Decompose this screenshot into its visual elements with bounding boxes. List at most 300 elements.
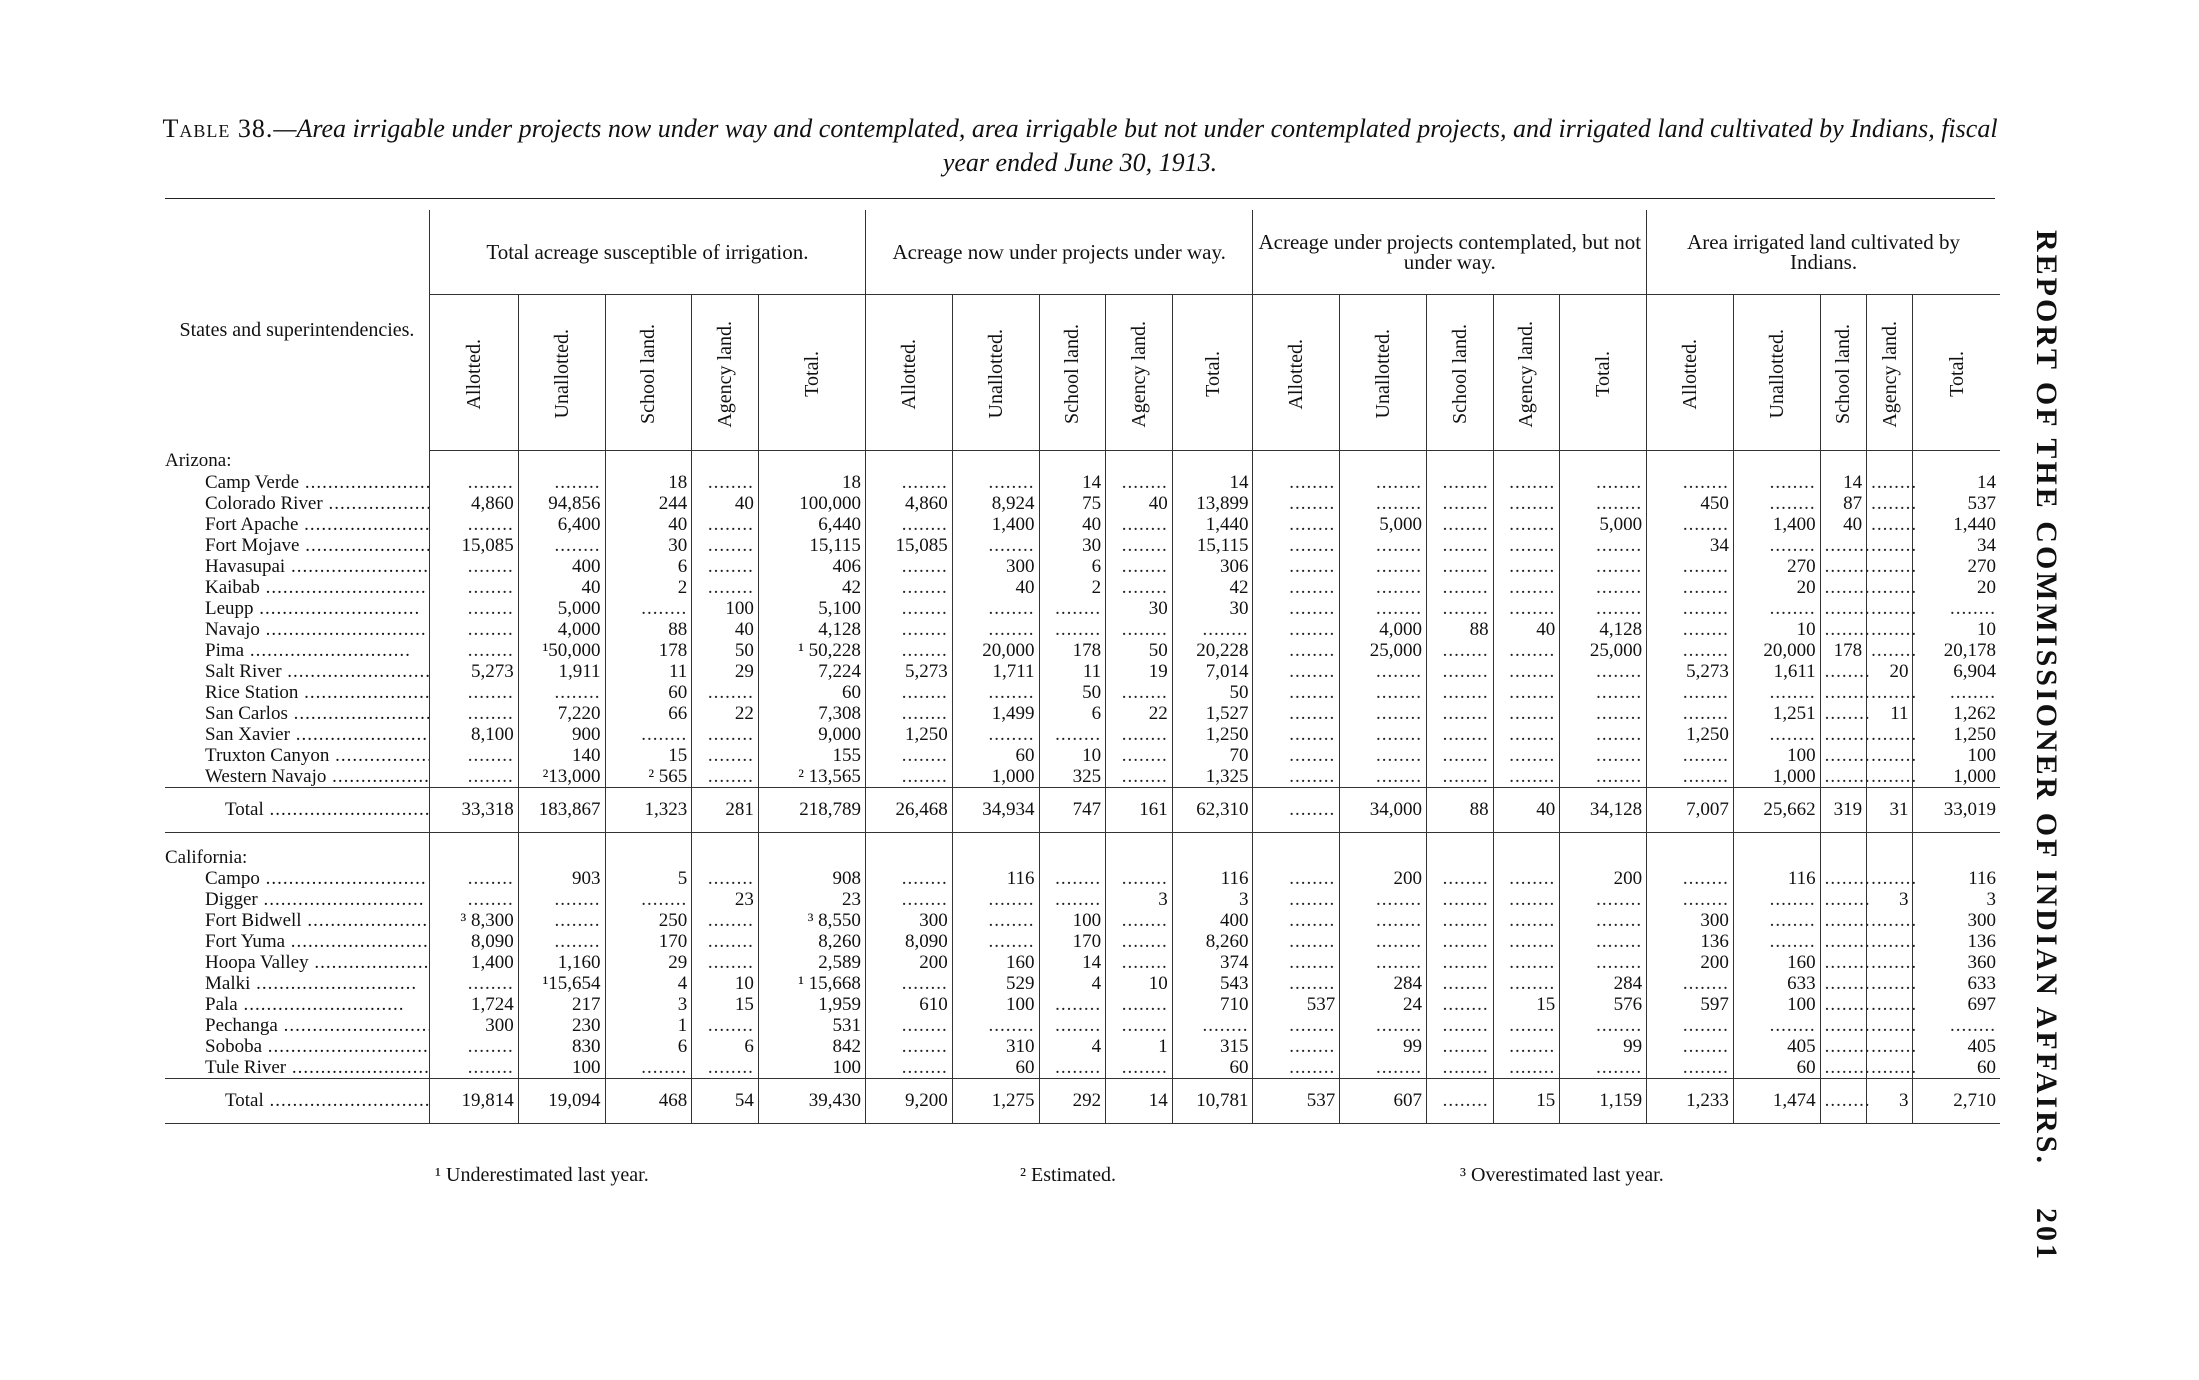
superintendency-name	[165, 766, 429, 788]
table-cell: 1,325	[1172, 766, 1253, 788]
table-cell: 19,814	[429, 1079, 518, 1124]
table-cell	[1820, 910, 1866, 931]
table-cell	[1106, 745, 1173, 766]
table-cell	[429, 577, 518, 598]
superintendency-name	[165, 640, 429, 661]
table-cell: 1,250	[1647, 724, 1734, 745]
table-cell: 34	[1913, 535, 2000, 556]
superintendency-label: Fort Mojave	[205, 535, 300, 556]
subcolumn-header	[865, 295, 952, 451]
table-cell: 66	[605, 703, 692, 724]
table-cell	[1427, 994, 1494, 1015]
table-cell	[1913, 682, 2000, 703]
table-cell	[1427, 640, 1494, 661]
table-cell: 60	[952, 1057, 1039, 1079]
table-cell: 20,000	[1733, 640, 1820, 661]
table-cell	[1647, 1036, 1734, 1057]
table-cell	[1560, 910, 1647, 931]
table-cell: 8,924	[952, 493, 1039, 514]
table-cell: 405	[1733, 1036, 1820, 1057]
superintendency-label: Western Navajo	[205, 766, 327, 787]
table-cell: 9,000	[758, 724, 865, 745]
table-cell	[1560, 766, 1647, 788]
subcolumn-header	[952, 295, 1039, 451]
table-cell	[1253, 556, 1340, 577]
table-cell: 10	[1913, 619, 2000, 640]
table-cell: 6	[692, 1036, 759, 1057]
table-cell: 40	[1493, 619, 1560, 640]
table-cell: 178	[1820, 640, 1866, 661]
table-cell: 3	[1867, 889, 1913, 910]
table-cell: 15	[1493, 994, 1560, 1015]
table-cell: 50	[1172, 682, 1253, 703]
table-cell: 18	[758, 472, 865, 493]
table-cell: 42	[1172, 577, 1253, 598]
table-cell: 140	[518, 745, 605, 766]
table-cell: 1	[1106, 1036, 1173, 1057]
table-cell	[1867, 619, 1913, 640]
table-cell	[952, 1015, 1039, 1036]
table-cell	[1493, 1057, 1560, 1079]
table-cell: 40	[692, 493, 759, 514]
table-cell	[865, 1015, 952, 1036]
table-cell	[1820, 577, 1866, 598]
table-cell: ³ 8,300	[429, 910, 518, 931]
table-row	[165, 1057, 2000, 1079]
table-cell	[1427, 910, 1494, 931]
table-cell	[1340, 598, 1427, 619]
table-cell	[1560, 745, 1647, 766]
table-cell	[1340, 766, 1427, 788]
superintendency-label: Fort Bidwell	[205, 910, 302, 931]
table-cell	[1913, 598, 2000, 619]
table-cell: 747	[1039, 788, 1106, 833]
table-cell: 100	[518, 1057, 605, 1079]
table-cell	[1493, 910, 1560, 931]
table-cell	[1253, 598, 1340, 619]
table-cell	[1427, 952, 1494, 973]
subcolumn-header-label: Total.	[1592, 351, 1615, 397]
table-cell: 1,251	[1733, 703, 1820, 724]
table-cell	[1340, 682, 1427, 703]
table-cell: 50	[692, 640, 759, 661]
table-cell: 300	[865, 910, 952, 931]
subcolumn-header	[1039, 295, 1106, 451]
table-cell: 292	[1039, 1079, 1106, 1124]
table-cell: 155	[758, 745, 865, 766]
table-cell	[1493, 952, 1560, 973]
table-cell	[952, 535, 1039, 556]
table-cell: 1,527	[1172, 703, 1253, 724]
table-cell	[429, 682, 518, 703]
table-cell	[1867, 472, 1913, 493]
table-cell	[1867, 724, 1913, 745]
table-cell	[1106, 766, 1173, 788]
table-cell	[1560, 493, 1647, 514]
table-cell	[1106, 1057, 1173, 1079]
table-row	[165, 556, 2000, 577]
table-cell: 2	[1039, 577, 1106, 598]
table-cell	[1106, 952, 1173, 973]
table-cell: 116	[952, 868, 1039, 889]
superintendency-name	[165, 868, 429, 889]
table-cell: 5,000	[518, 598, 605, 619]
table-cell	[1106, 472, 1173, 493]
table-cell	[1253, 724, 1340, 745]
table-row	[165, 514, 2000, 535]
table-cell	[1733, 724, 1820, 745]
table-cell: 5	[605, 868, 692, 889]
table-cell	[1493, 598, 1560, 619]
table-cell	[1253, 973, 1340, 994]
table-cell: 14	[1039, 472, 1106, 493]
table-cell: 99	[1340, 1036, 1427, 1057]
table-cell	[1560, 598, 1647, 619]
subcolumn-header-label: Allotted.	[1678, 338, 1701, 410]
running-head-text: REPORT OF THE COMMISSIONER OF INDIAN AFFAIRS.	[2030, 230, 2063, 1166]
table-cell	[952, 619, 1039, 640]
table-cell	[1253, 472, 1340, 493]
table-cell	[1560, 556, 1647, 577]
table-cell	[1647, 640, 1734, 661]
table-cell: 14	[1039, 952, 1106, 973]
table-cell	[692, 1057, 759, 1079]
table-cell	[1493, 472, 1560, 493]
table-cell	[1340, 952, 1427, 973]
table-cell	[1820, 682, 1866, 703]
table-cell	[865, 682, 952, 703]
table-cell	[1340, 745, 1427, 766]
table-cell: 218,789	[758, 788, 865, 833]
table-cell: 29	[605, 952, 692, 973]
table-cell: 1,000	[1913, 766, 2000, 788]
table-cell	[865, 1057, 952, 1079]
table-cell: 468	[605, 1079, 692, 1124]
stub-header: States and superintendencies.	[179, 319, 415, 342]
table-cell	[1820, 868, 1866, 889]
table-cell: 40	[1820, 514, 1866, 535]
table-cell	[1427, 556, 1494, 577]
table-cell	[865, 640, 952, 661]
superintendency-name	[165, 472, 429, 493]
table-cell: 25,000	[1560, 640, 1647, 661]
table-cell: 1,499	[952, 703, 1039, 724]
table-row	[165, 745, 2000, 766]
table-cell: 597	[1647, 994, 1734, 1015]
table-cell: ³ 8,550	[758, 910, 865, 931]
superintendency-name	[165, 724, 429, 745]
table-cell: ² 565	[605, 766, 692, 788]
table-caption: —Area irrigable under projects now under way and contemplated, area irrigable but not under contemplated projects, and irrigated land cultivated by Indians, fiscal year ended June 30, 1913.	[273, 114, 1998, 177]
superintendency-name	[165, 1015, 429, 1036]
table-cell: 3	[1867, 1079, 1913, 1124]
table-cell	[692, 535, 759, 556]
table-cell	[1340, 577, 1427, 598]
table-cell	[1733, 472, 1820, 493]
table-cell	[1867, 493, 1913, 514]
table-cell	[1647, 577, 1734, 598]
table-cell	[1340, 493, 1427, 514]
table-cell	[1493, 931, 1560, 952]
table-cell: 1,400	[1733, 514, 1820, 535]
table-cell	[1647, 514, 1734, 535]
table-cell: 10	[1733, 619, 1820, 640]
table-cell	[692, 952, 759, 973]
table-cell: 100	[758, 1057, 865, 1079]
table-cell	[1820, 931, 1866, 952]
table-cell: 60	[1913, 1057, 2000, 1079]
table-cell: 40	[952, 577, 1039, 598]
table-cell: 10,781	[1172, 1079, 1253, 1124]
table-cell	[1493, 745, 1560, 766]
table-row	[165, 952, 2000, 973]
table-cell: 300	[952, 556, 1039, 577]
table-cell: 319	[1820, 788, 1866, 833]
table-cell	[1867, 973, 1913, 994]
table-cell	[1427, 1036, 1494, 1057]
table-cell: 40	[1039, 514, 1106, 535]
table-cell	[692, 766, 759, 788]
table-cell: 31	[1867, 788, 1913, 833]
table-cell	[1560, 724, 1647, 745]
table-cell: 14	[1820, 472, 1866, 493]
table-row	[165, 493, 2000, 514]
table-cell	[1820, 889, 1866, 910]
subcolumn-header	[1340, 295, 1427, 451]
table-cell	[1493, 703, 1560, 724]
table-cell: 20,178	[1913, 640, 2000, 661]
table-cell: 5,273	[1647, 661, 1734, 682]
table-cell: 11	[605, 661, 692, 682]
table-title	[150, 112, 2010, 180]
table-cell	[518, 910, 605, 931]
table-cell	[1493, 577, 1560, 598]
table-cell	[1427, 661, 1494, 682]
table-cell: 23	[692, 889, 759, 910]
table-cell	[952, 889, 1039, 910]
table-cell: 406	[758, 556, 865, 577]
table-cell	[1253, 788, 1340, 833]
table-cell: 40	[692, 619, 759, 640]
table-cell	[1820, 973, 1866, 994]
table-cell	[1867, 577, 1913, 598]
table-cell	[1340, 931, 1427, 952]
state-row	[165, 847, 2000, 868]
table-cell	[1340, 472, 1427, 493]
table-cell: 26,468	[865, 788, 952, 833]
table-cell	[1867, 535, 1913, 556]
subcolumn-header	[1172, 295, 1253, 451]
table-cell: 405	[1913, 1036, 2000, 1057]
table-cell: 100	[1733, 994, 1820, 1015]
table-cell	[1560, 1057, 1647, 1079]
table-cell: 100	[1039, 910, 1106, 931]
subcolumn-header-label: School land.	[1832, 324, 1855, 424]
table-cell	[1427, 598, 1494, 619]
table-cell	[692, 472, 759, 493]
table-cell	[1820, 1036, 1866, 1057]
table-cell: 10	[1106, 973, 1173, 994]
table-cell	[1733, 1015, 1820, 1036]
table-cell	[1427, 766, 1494, 788]
superintendency-name	[165, 682, 429, 703]
table-cell	[518, 682, 605, 703]
superintendency-label: Colorado River	[205, 493, 323, 514]
table-cell	[1253, 493, 1340, 514]
superintendency-name	[165, 910, 429, 931]
superintendency-label: Kaibab	[205, 577, 260, 598]
group-header-contemplated: Acreage under projects contemplated, but not under way.	[1253, 210, 1647, 295]
subcolumn-header	[1106, 295, 1173, 451]
superintendency-label: Digger	[205, 889, 258, 910]
table-cell	[1647, 1015, 1734, 1036]
superintendency-label: Tule River	[205, 1057, 287, 1078]
superintendency-name	[165, 619, 429, 640]
table-cell	[429, 889, 518, 910]
table-cell: 270	[1913, 556, 2000, 577]
table-row	[165, 682, 2000, 703]
table-cell: 6	[1039, 556, 1106, 577]
table-cell: 400	[1172, 910, 1253, 931]
table-cell	[429, 703, 518, 724]
table-cell	[1039, 868, 1106, 889]
table-cell	[429, 472, 518, 493]
table-cell: 8,090	[429, 931, 518, 952]
table-cell	[865, 868, 952, 889]
subcolumn-header	[1647, 295, 1734, 451]
table-cell: 60	[1733, 1057, 1820, 1079]
subcolumn-header-label: Total.	[800, 351, 823, 397]
table-cell: 8,100	[429, 724, 518, 745]
table-cell: 60	[1172, 1057, 1253, 1079]
table-cell	[1560, 535, 1647, 556]
table-cell: 1,262	[1913, 703, 2000, 724]
table-cell: 94,856	[518, 493, 605, 514]
table-cell	[1867, 931, 1913, 952]
table-cell	[429, 868, 518, 889]
table-cell	[1493, 493, 1560, 514]
table-cell: 88	[605, 619, 692, 640]
table-cell: 183,867	[518, 788, 605, 833]
table-cell	[1253, 682, 1340, 703]
table-cell	[1493, 724, 1560, 745]
table-cell	[1820, 1079, 1866, 1124]
table-cell: 178	[605, 640, 692, 661]
table-cell: 4	[1039, 973, 1106, 994]
table-row	[165, 1036, 2000, 1057]
table-cell	[1647, 1057, 1734, 1079]
superintendency-label: Campo	[205, 868, 260, 889]
table-cell	[1106, 910, 1173, 931]
table-cell: 6	[1039, 703, 1106, 724]
subcolumn-header-row	[165, 295, 2000, 451]
table-cell	[1820, 766, 1866, 788]
table-cell: 14	[1913, 472, 2000, 493]
superintendency-label: Rice Station	[205, 682, 299, 703]
subcolumn-header	[692, 295, 759, 451]
table-cell	[1106, 994, 1173, 1015]
table-cell	[1039, 724, 1106, 745]
table-cell	[1493, 535, 1560, 556]
table-cell	[1820, 1015, 1866, 1036]
table-cell: 11	[1039, 661, 1106, 682]
table-cell	[429, 766, 518, 788]
table-cell: 50	[1106, 640, 1173, 661]
table-cell: 3	[605, 994, 692, 1015]
superintendency-label: Pechanga	[205, 1015, 278, 1036]
table-cell	[1106, 931, 1173, 952]
table-cell	[429, 745, 518, 766]
table-cell	[1427, 1015, 1494, 1036]
table-cell: 14	[1172, 472, 1253, 493]
table-cell: 7,224	[758, 661, 865, 682]
table-cell	[1867, 514, 1913, 535]
table-cell	[1253, 889, 1340, 910]
table-cell: 8,260	[1172, 931, 1253, 952]
table-cell: 244	[605, 493, 692, 514]
footnote-1: ¹ Underestimated last year.	[435, 1164, 649, 1186]
table-cell	[1647, 472, 1734, 493]
table-cell: 160	[1733, 952, 1820, 973]
table-cell: 230	[518, 1015, 605, 1036]
table-cell: 529	[952, 973, 1039, 994]
table-cell	[692, 745, 759, 766]
superintendency-name	[165, 493, 429, 514]
subcolumn-header	[429, 295, 518, 451]
subcolumn-header	[605, 295, 692, 451]
table-cell	[1253, 703, 1340, 724]
table-cell: 5,273	[429, 661, 518, 682]
table-cell: 20	[1733, 577, 1820, 598]
superintendency-label: San Carlos	[205, 703, 288, 724]
table-cell	[952, 472, 1039, 493]
table-cell: 50	[1039, 682, 1106, 703]
table-cell: 30	[1172, 598, 1253, 619]
table-cell: 200	[1647, 952, 1734, 973]
table-cell	[952, 682, 1039, 703]
table-cell	[1647, 868, 1734, 889]
table-cell	[429, 973, 518, 994]
table-cell	[1039, 598, 1106, 619]
table-cell: 8,090	[865, 931, 952, 952]
table-cell	[1253, 952, 1340, 973]
table-cell: ¹ 15,668	[758, 973, 865, 994]
table-cell: 531	[758, 1015, 865, 1036]
table-cell: 1,250	[1913, 724, 2000, 745]
table-cell: 1,250	[1172, 724, 1253, 745]
table-cell	[1106, 577, 1173, 598]
table-cell: 40	[518, 577, 605, 598]
table-cell: 70	[1172, 745, 1253, 766]
superintendency-name	[165, 535, 429, 556]
table-cell: 3	[1913, 889, 2000, 910]
table-cell: 40	[1493, 788, 1560, 833]
running-head	[2028, 230, 2064, 1262]
table-cell: 24	[1340, 994, 1427, 1015]
table-cell: 99	[1560, 1036, 1647, 1057]
table-cell	[1427, 868, 1494, 889]
table-cell: 34,128	[1560, 788, 1647, 833]
table-cell	[865, 745, 952, 766]
table-cell: 6	[605, 1036, 692, 1057]
table-row	[165, 598, 2000, 619]
group-header-under-way: Acreage now under projects under way.	[865, 210, 1253, 295]
table-cell	[692, 682, 759, 703]
table-cell	[1493, 766, 1560, 788]
table-cell	[692, 1015, 759, 1036]
top-rule	[165, 198, 1995, 199]
table-cell	[1106, 868, 1173, 889]
